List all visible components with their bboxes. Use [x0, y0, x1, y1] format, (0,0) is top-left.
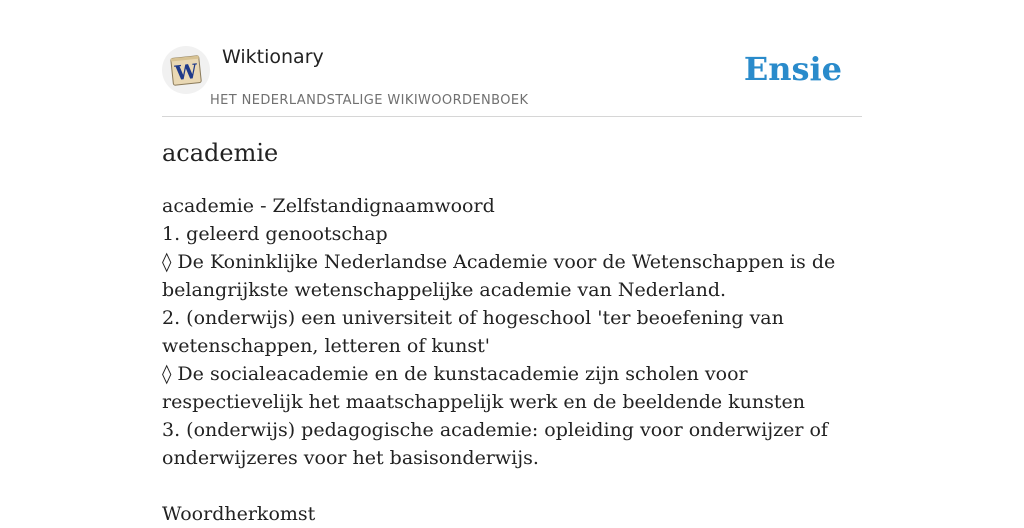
entry-content	[162, 192, 862, 528]
entry-line-sense-1: 1. geleerd genootschap	[162, 223, 388, 245]
entry-line-example-1: ◊ De Koninklijke Nederlandse Academie voor de Wetenschappen is de belangrijkste wetenschappelijke academie van Nederland.	[162, 251, 836, 301]
logo-letter: W	[173, 58, 199, 86]
paragraph-spacer	[162, 472, 862, 500]
site-name[interactable]: Wiktionary	[222, 46, 324, 68]
entry-line-sense-2: 2. (onderwijs) een universiteit of hogeschool 'ter beoefening van wetenschappen, letteren of kunst'	[162, 307, 784, 357]
entry-card	[162, 0, 862, 525]
wiktionary-logo[interactable]	[162, 46, 210, 94]
page-title: academie	[162, 139, 279, 167]
section-heading-etymology: Woordherkomst	[162, 503, 316, 525]
site-tagline: HET NEDERLANDSTALIGE WIKIWOORDENBOEK	[210, 93, 529, 108]
site-header	[162, 0, 862, 117]
entry-line-pos: academie - Zelfstandignaamwoord	[162, 195, 495, 217]
entry-line-sense-3: 3. (onderwijs) pedagogische academie: opleiding voor onderwijzer of onderwijzeres voor het basisonderwijs.	[162, 419, 828, 469]
wiktionary-logo-icon	[168, 52, 204, 88]
ensie-brand-link[interactable]: Ensie	[743, 50, 842, 88]
entry-line-example-2: ◊ De socialeacademie en de kunstacademie zijn scholen voor respectievelijk het maatschappelijk werk en de beeldende kunsten	[162, 363, 806, 413]
